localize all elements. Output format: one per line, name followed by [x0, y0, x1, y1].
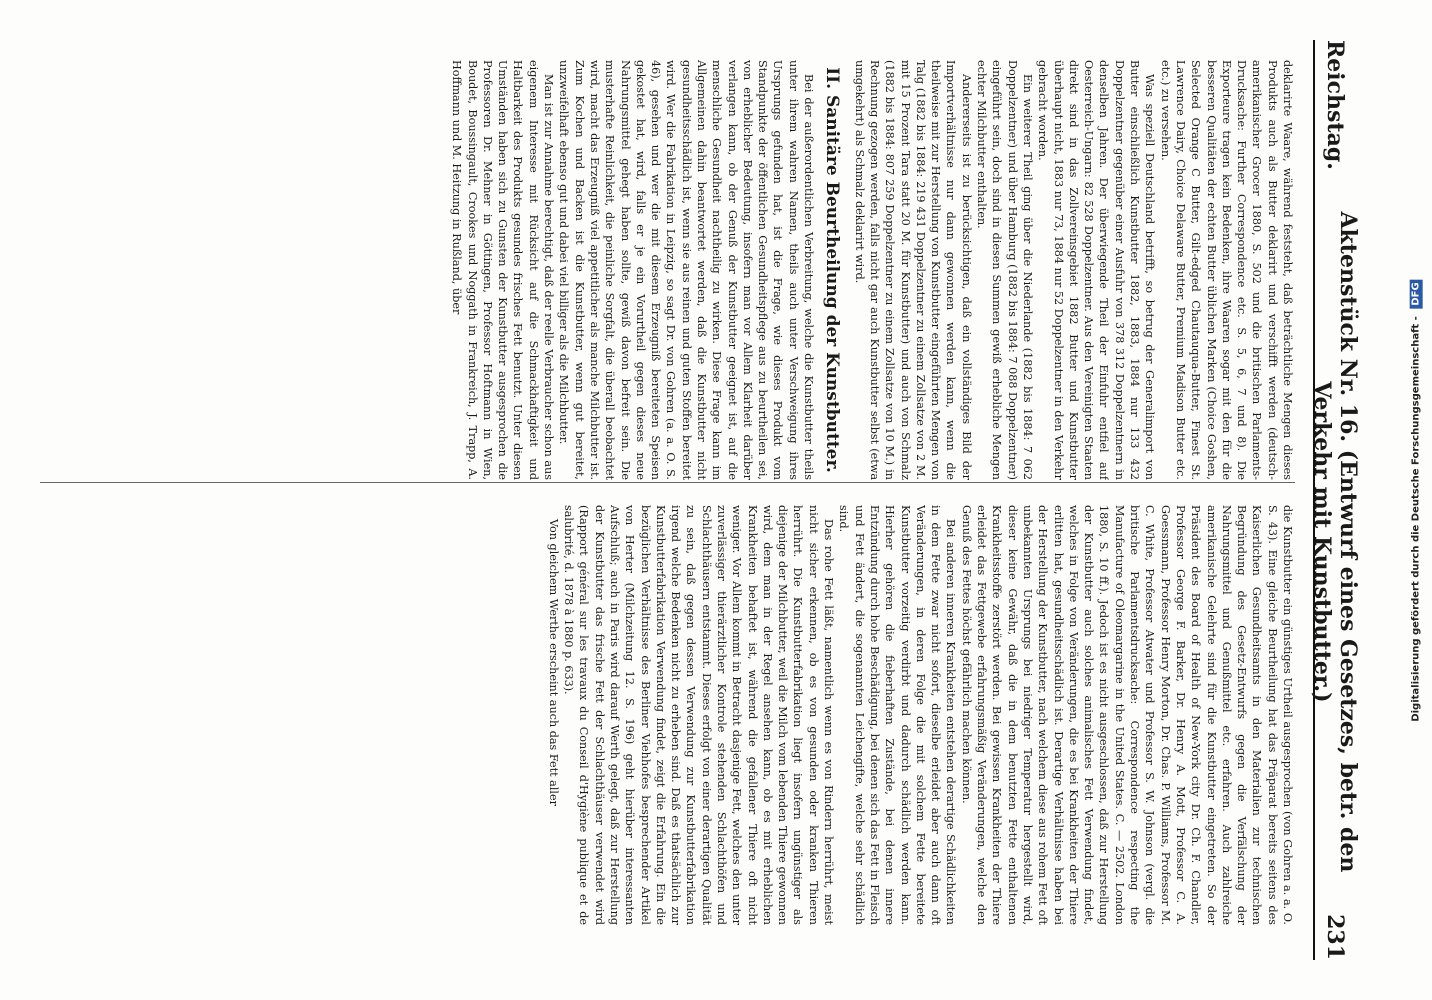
page-header [1309, 40, 1361, 960]
header-left: Reichstag. [1322, 40, 1348, 170]
header-title: Aktenstück Nr. 16. (Entwurf eines Gesetzes, betr. den Verkehr mit Kunstbutter.) [1309, 211, 1361, 873]
credit-text: Digitalisierung gefördert durch die Deutsche Forschungsgemeinschaft - [1410, 315, 1422, 722]
paragraph: Bei anderen inneren Krankheiten entstehen derartige Schädlichkeiten in dem Fette zwar nicht sofort, dieselbe erleidet aber auch dann oft Veränderungen, in deren Folge die mit solchem Fette bereitete Kunstbutter vorzeitig verdirbt und dadurch schädlich werden kann. Hierher gehören die fieberhaften Zustände, bei denen innere Entzündung durch hohe Beschädigung, bei denen sich das Fett in Fleisch und Fett ändert, die sogenannten Leichengifte, welche sehr schädlich sind. [837, 505, 958, 925]
paragraph: Das rohe Fett läßt, namentlich wenn es von Rindern herrührt, meist nicht sicher erkennen, ob es von gesunden oder kranken Thieren herrührt. Die Kunstbutterfabrikation liegt insofern ungünstiger als diejenige der Milchbutter, weil die Milch vom lebenden Thiere gewonnen wird, dem man in der Regel ansehen kann, ob es mit erheblichen Krankheiten behaftet ist, während die gefallener Thiere oft nicht weniger. Vor Allem kommt in Betracht dasjenige Fett, welches den unter zuverlässiger thierärztlicher Kontrole stehenden Schlachthöfen und Schlachthäusern entstammt. Dieses erfolgt von einer derartigen Qualität zu sein, daß gegen dessen Verwendung zur Kunstbutterfabrikation irgend welche Bedenken nicht zu erheben sind. Daß es thatsächlich zur Kunstbutterfabrikation Verwendung findet, zeigt die Erfahrung. Ein die bezüglichen Verhältnisse des Berliner Viehhofes besprechender Artikel von Herter (Milchzeitung 12. S. 196) geht hierüber interessanten Aufschluß; auch in Paris wird darauf Werth gelegt, daß zur Herstellung der Kunstbutter das frische Fett der Schlachthäuser verwendet wird (Rapport général sur les travaux du Conseil d'Hygiène publique et de salubrité, d. 1878 à 1880 p. 633). [562, 505, 836, 925]
paragraph: Bei der außerordentlichen Verbreitung, welche die Kunstbutter theils unter ihrem wahren Namen, theils auch unter Verschweigung ihres Ursprungs gefunden hat, ist die Frage, wie dieses Produkt vom Standpunkte der öffentlichen Gesundheitspflege aus zu beurtheilen sei, von erheblicher Bedeutung, insofern man vor Allem Klarheit darüber verlangen kann, ob der Genuß der Kunstbutter geeignet ist, auf die menschliche Gesundheit nachtheilig zu wirken. Diese Frage kann im Allgemeinen dahin beantwortet werden, daß die Kunstbutter nicht gesundheitsschädlich ist, wenn sie aus reinen und guten Stoffen bereitet wird. Wer die Fabrikation in Leipzig, so sagt Dr. von Gohren (a. a. O. S. 46), gesehen und wer die mit diesem Erzeugniß bereiteten Speisen gekostet hat, wird, falls er je ein Vorurtheil gegen dieses neue Nahrungsmittel gehegt haben sollte, gewiß davon befreit sein. Die musterhafte Reinlichkeit, die peinliche Sorgfalt, die überall beobachtet wird, macht das Erzeugniß viel appetitlicher als manche Milchbutter ist. Zum Kochen und Backen ist die Kunstbutter, wenn gut bereitet, unzweifelhaft ebenso gut und dabei viel billiger als die Milchbutter. [557, 60, 816, 480]
page-number: 231 [1322, 914, 1348, 960]
paragraph: Man ist zur Annahme berechtigt, daß der reelle Verbraucher schon aus eigenem Interesse mit Rücksicht auf die Schmackhaftigkeit und Haltbarkeit des Produkts gesundes frisches Fett benutzt. Unter diesen Umständen haben sich zu Gunsten der Kunstbutter ausgesprochen die Professoren Dr. Mehner in Göttingen, Professor Hoftmann in Wien, Boudet, Boussingault, Crookes und Noggath in Frankreich, J. Trapp, A. Hoffmann und M. Heitzung in Rußland, über [450, 60, 556, 480]
digitization-credit [1400, 0, 1432, 1000]
paragraph: Ein weiterer Theil ging über die Niederlande (1882 bis 1884: 7 062 Doppelzentner) und über Hamburg (1882 bis 1884: 7 088 Doppelzentner) eingeführt sein, doch sind in diesen Summen gewiß erhebliche Mengen echter Milchbutter enthalten. [975, 60, 1034, 480]
section-heading: II. Sanitäre Beurtheilung der Kunstbutter. [822, 67, 843, 473]
paragraph: deklarirte Waare, während feststeht, daß beträchtliche Mengen dieses Produkts auch als Butter deklarirt und verschifft werden (deutsch-amerikanischer Grocer 1880, S. 502 und die britischen Parlaments-Drucksache: Further Correspondence etc. S. 5, 6, 7 und 8). Die Exporteure tragen kein Bedenken, ihre Waaren sogar mit den für die besseren Qualitäten der echten Butter üblichen Marken (Choice Goshen, Selected Orange C Butter, Gilt-edged Chautauqua-Butter, Finest St. Lawrence Dairy, Choice Delaware Butter, Premium Madison Butter etc. etc.) zu versehen. [1158, 60, 1294, 480]
paragraph: Von gleichem Werthe erscheint auch das Fett aller [546, 519, 560, 806]
paragraph: Andererseits ist zu berücksichtigen, daß ein vollständiges Bild der Importverhältnisse nur dann gewonnen werden kann, wenn die theilweise mit zur Herstellung von Kunstbutter eingeführten Mengen von Talg (1882 bis 1884: 219 431 Doppelzentner zu einem Zollsatze von 2 M. mit 15 Prozent Tara statt 20 M. für Kunstbutter) und auch von Schmalz (1882 bis 1884: 807 259 Doppelzentner zu einem Zollsatze von 10 M.) in Rechnung gezogen werden, falls nicht gar auch Kunstbutter selbst (etwa umgekehrt) als Schmalz deklarirt wird. [852, 60, 973, 480]
credit-text-wrap [1411, 279, 1422, 721]
dfg-logo: DFG [1410, 279, 1423, 308]
paragraph: Was speziell Deutschland betrifft, so betrug der Generalimport von Butter einschließlich Kunstbutter 1882, 1883, 1884 nur 133 432 Doppelzentner gegenüber einer Ausfuhr von 378 312 Doppelzentnern in denselben Jahren. Der überwiegende Theil der Einfuhr entfiel auf Oesterreich-Ungarn: 82 528 Doppelzentner. Aus den Vereinigten Staaten direkt sind in das Zollvereinsgebiet 1882 Butter und Kunstbutter überhaupt nicht, 1883 nur 73, 1884 nur 52 Doppelzentner in den Verkehr gebracht worden. [1036, 60, 1157, 480]
right-column [40, 505, 1295, 925]
column-divider [40, 482, 1295, 483]
left-column [40, 60, 1295, 480]
paragraph: die Kunstbutter ein günstiges Urtheil ausgesprochen (von Gohren a. a. O. S. 43). Eine gleiche Beurtheilung hat das Präparat bereits seitens des Kaiserlichen Gesundheitsamts in den Materialien zur technischen Begründung des Gesetz-Entwurfs gegen die Verfälschung der Nahrungsmittel und Genußmittel etc. erfahren. Auch zahlreiche amerikanische Gelehrte sind für die Kunstbutter eingetreten. So der Präsident des Board of Health of New-York city Dr. Ch. F. Chandler, Professor George F. Barker, Dr. Henry A. Mott, Professor C. A. Goessmann, Professor Henry Morton, Dr. Chas. P. Williams, Professor M. C. White, Professor Atwater und Professor S. W. Johnson (vergl. die britische Parlamentsdrucksache: Correspondence respecting the Manufacture of Oleomargarine in the United States. C. — 2502. London 1880, S. 10 ff.). Jedoch ist es nicht ausgeschlossen, daß zur Herstellung der Kunstbutter auch solches animalisches Fett Verwendung findet, welches in Folge von Veränderungen, die es bei Krankheiten der Thiere erlitten hat, gesundheitsschädlich ist. Derartige Verhältnisse haben bei der Herstellung der Kunstbutter, nach welchem diese aus rohem Fett oft unbekannten Ursprungs bei niedriger Temperatur hergestellt wird, dieser keine Gewähr, daß die in dem benutzten Fette enthaltenen Krankheitsstoffe zerstört werden. Bei gewissen Krankheiten der Thiere erleidet das Fettgewebe erfahrungsmäßig Veränderungen, welche den Genuß des Fettes höchst gefährlich machen können. [959, 505, 1294, 925]
